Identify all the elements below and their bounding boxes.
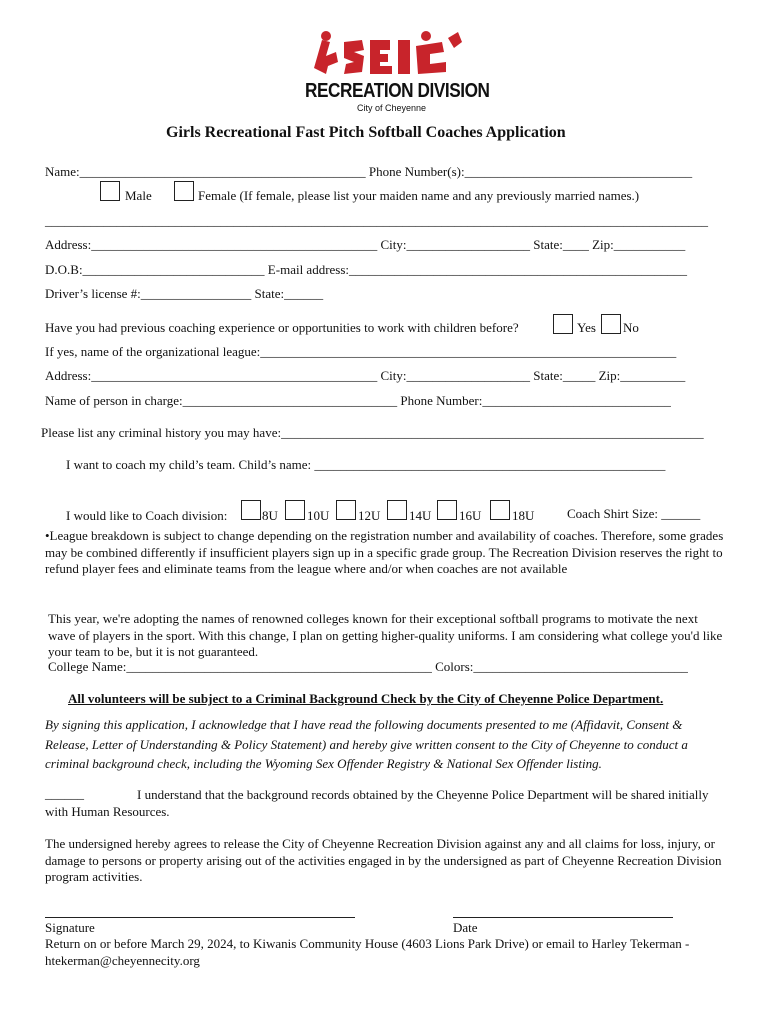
background-check-notice: All volunteers will be subject to a Criminal Background Check by the City of Cheyenne Police Department. [68,691,664,706]
division-8u-label: 8U [262,508,278,523]
experience-question: Have you had previous coaching experience or opportunities to work with children before? [45,320,519,335]
experience-no-label: No [623,320,639,335]
logo-figures-graphic [306,28,466,76]
return-info: Return on or before March 29, 2024, to Kiwanis Community House (4603 Lions Park Drive) or email to Harley Tekerman - htekerman@cheyennecity.org [45,936,690,968]
logo-brand-text: RECREATION DIVISION [305,80,490,102]
division-18u-checkbox[interactable] [490,500,510,520]
league-note: •League breakdown is subject to change depending on the registration number and availability of coaches. Therefore, some grades may be combined differently if insufficient players sign up in a specific grade group. The Recreation Division reserves the right to refund player fees and eliminate teams from the league where and/or when coaches are not available [45,528,724,576]
shirt-size-field[interactable]: Coach Shirt Size: ______ [567,506,701,521]
page-title: Girls Recreational Fast Pitch Softball Coaches Application [166,124,566,141]
division-label: I would like to Coach division: [66,508,228,523]
division-14u-label: 14U [409,508,432,523]
release-statement: The undersigned hereby agrees to release the City of Cheyenne Recreation Division against any and all claims for loss, injury, or damage to persons or property arising out of the activities engaged in by the undersigned as part of Cheyenne Recreation Division program activities. [45,836,722,884]
division-12u-checkbox[interactable] [336,500,356,520]
maiden-names-field[interactable]: ______________________________________________________________________________________________________ [45,213,708,228]
league-address-field[interactable]: Address:____________________________________________ City:___________________ State:_____ Zip:__________ [45,368,686,383]
female-checkbox[interactable] [174,181,194,201]
male-checkbox[interactable] [100,181,120,201]
person-in-charge-field[interactable]: Name of person in charge:_________________________________ Phone Number:_____________________________ [45,393,671,408]
license-field[interactable]: Driver’s license #:_________________ State:______ [45,286,324,301]
experience-no-checkbox[interactable] [601,314,621,334]
logo-city-text: City of Cheyenne [357,103,427,113]
signing-statement: By signing this application, I acknowledge that I have read the following documents presented to me (Affidavit, Consent & Release, Letter of Understanding & Policy Statement) and hereby give written consent to the City of Cheyenne to conduct a criminal background check, including the Wyoming Sex Offender Registry & National Sex Offender listing. [45,717,688,771]
child-name-field[interactable]: I want to coach my child’s team. Child’s name: ______________________________________________________ [66,457,666,472]
signature-line[interactable] [45,917,355,918]
criminal-history-field[interactable]: Please list any criminal history you may have:_________________________________________________________________ [41,425,704,440]
division-10u-checkbox[interactable] [285,500,305,520]
understand-text: I understand that the background records obtained by the Cheyenne Police Department will be shared initially with Human Resources. [45,787,709,819]
division-8u-checkbox[interactable] [241,500,261,520]
division-18u-label: 18U [512,508,535,523]
division-12u-label: 12U [358,508,381,523]
division-16u-label: 16U [459,508,482,523]
male-label: Male [125,188,152,203]
league-field[interactable]: If yes, name of the organizational league:________________________________________________________________ [45,344,677,359]
understand-initials-field[interactable]: ______ [45,786,84,801]
division-16u-checkbox[interactable] [437,500,457,520]
college-paragraph: This year, we're adopting the names of renowned colleges known for their exceptional softball programs to motivate the next wave of players in the sport. With this change, I plan on getting higher-quality uniforms. I am considering what college you'd like your team to be, but it is not guaranteed. [48,611,723,659]
dob-email-field[interactable]: D.O.B:____________________________ E-mail address:____________________________________________________ [45,262,688,277]
signature-label: Signature [45,920,95,935]
experience-yes-label: Yes [577,320,596,335]
experience-yes-checkbox[interactable] [553,314,573,334]
date-label: Date [453,920,478,935]
address-field[interactable]: Address:____________________________________________ City:___________________ State:____ Zip:___________ [45,237,686,252]
date-line[interactable] [453,917,673,918]
name-phone-field[interactable]: Name:____________________________________________ Phone Number(s):___________________________________ [45,164,693,179]
division-10u-label: 10U [307,508,330,523]
female-label: Female (If female, please list your maiden name and any previously married names.) [198,188,640,203]
division-14u-checkbox[interactable] [387,500,407,520]
college-name-field[interactable]: College Name:_______________________________________________ Colors:_________________________________ [48,659,688,674]
